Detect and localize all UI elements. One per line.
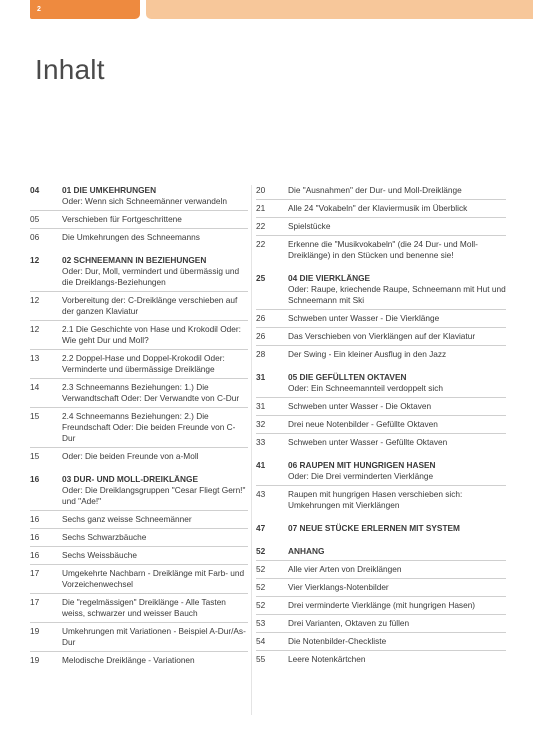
header-bar [0,0,533,19]
toc-chapter-text [288,523,506,534]
toc-page-number: 20 [256,185,266,195]
toc-entry-text: Die "Ausnahmen" der Dur- und Moll-Dreiklänge [288,185,462,195]
toc-entry-text: 2.4 Schneemanns Beziehungen: 2.) Die Freundschaft Oder: Die beiden Freunde von C-Dur [62,411,236,443]
toc-page-number: 21 [256,203,266,213]
toc-left-column [30,185,248,666]
toc-entry[interactable] [256,582,506,593]
toc-entry[interactable] [30,514,248,525]
entry-separator [30,378,248,379]
toc-page-number: 15 [30,411,40,421]
chapter-gap [256,511,506,523]
entry-separator [30,564,248,565]
toc-chapter-text [62,255,248,288]
chapter-gap [256,534,506,546]
toc-entry[interactable] [256,618,506,629]
toc-entry-text: Das Verschieben von Vierklängen auf der Klaviatur [288,331,476,341]
toc-entry[interactable] [256,331,506,342]
toc-page-number: 05 [30,214,40,224]
toc-page-number: 14 [30,382,40,392]
chapter-title: DIE UMKEHRUNGEN [73,185,157,195]
chapter-title: SCHNEEMANN IN BEZIEHUNGEN [73,255,207,265]
toc-entry-text: Die Notenbilder-Checkliste [288,636,387,646]
toc-page-number: 52 [256,546,266,556]
toc-entry[interactable] [30,353,248,375]
toc-chapter[interactable] [256,460,506,482]
toc-page-number: 22 [256,221,266,231]
entry-separator [30,447,248,448]
toc-entry-text: Schweben unter Wasser - Die Oktaven [288,401,432,411]
entry-separator [30,210,248,211]
toc-chapter-text [288,372,506,394]
entry-separator [30,407,248,408]
toc-entry-text: Drei Varianten, Oktaven zu füllen [288,618,410,628]
entry-separator [30,651,248,652]
toc-page-number: 32 [256,419,266,429]
toc-page-number: 52 [256,564,266,574]
toc-entry-text: Leere Notenkärtchen [288,654,366,664]
toc-entry[interactable] [256,221,506,232]
toc-entry-text: Alle vier Arten von Dreiklängen [288,564,402,574]
chapter-title: DIE GEFÜLLTEN OKTAVEN [299,372,407,382]
chapter-subtitle: Oder: Raupe, kriechende Raupe, Schneemann mit Hut und Schneemann mit Ski [288,284,506,305]
toc-page-number: 31 [256,372,266,382]
toc-page-number: 19 [30,655,40,665]
chapter-subtitle: Oder: Wenn sich Schneemänner verwandeln [62,196,227,206]
page-title: Inhalt [35,54,105,85]
toc-entry[interactable] [256,349,506,360]
chapter-title: DIE VIERKLÄNGE [299,273,371,283]
toc-chapter[interactable] [256,372,506,394]
toc-entry-text: Raupen mit hungrigen Hasen verschieben sich: Umkehrungen mit Vierklängen [288,489,463,510]
chapter-subtitle: Oder: Ein Schneemannteil verdoppelt sich [288,383,443,393]
toc-page-number: 53 [256,618,266,628]
toc-entry[interactable] [256,489,506,511]
toc-chapter[interactable] [30,474,248,507]
toc-page-number: 16 [30,514,40,524]
entry-separator [30,320,248,321]
toc-entry[interactable] [256,419,506,430]
toc-page-number: 17 [30,568,40,578]
chapter-gap [30,462,248,474]
toc-entry[interactable] [30,626,248,648]
toc-entry[interactable] [30,655,248,666]
toc-entry-text: Vorbereitung der: C-Dreiklänge verschieben auf der ganzen Klaviatur [62,295,238,316]
toc-entry-text: Oder: Die beiden Freunde von a-Moll [62,451,199,461]
chapter-subtitle: Oder: Dur, Moll, vermindert und übermässig und die Dreiklangs-Beziehungen [62,266,240,287]
toc-entry-text: Umgekehrte Nachbarn - Dreiklänge mit Farb- und Vorzeichenwechsel [62,568,245,589]
toc-chapter-text [62,474,248,507]
toc-entry-text: Sechs ganz weisse Schneemänner [62,514,192,524]
toc-entry-text: Drei neue Notenbilder - Gefüllte Oktaven [288,419,438,429]
chapter-gap [30,243,248,255]
toc-page-number: 12 [30,295,40,305]
toc-page-number: 16 [30,532,40,542]
entry-separator [30,510,248,511]
toc-entry[interactable] [256,185,506,196]
chapter-gap [256,360,506,372]
entry-separator [256,415,506,416]
toc-page-number: 55 [256,654,266,664]
toc-page-number: 17 [30,597,40,607]
toc-entry[interactable] [30,232,248,243]
entry-separator [30,593,248,594]
entry-separator [30,228,248,229]
toc-page-number: 52 [256,600,266,610]
entry-separator [30,291,248,292]
column-divider [251,185,252,715]
toc-entry[interactable] [30,411,248,444]
toc-page-number: 16 [30,474,40,484]
toc-entry-text: Schweben unter Wasser - Gefüllte Oktaven [288,437,448,447]
chapter-subtitle: Oder: Die Drei verminderten Vierklänge [288,471,434,481]
toc-entry-text: 2.2 Doppel-Hase und Doppel-Krokodil Oder: Verminderte und übermässige Dreiklänge [62,353,225,374]
toc-entry-text: Schweben unter Wasser - Die Vierklänge [288,313,440,323]
toc-page-number: 54 [256,636,266,646]
toc-entry[interactable] [256,203,506,214]
toc-chapter-text [288,546,506,557]
toc-chapter[interactable] [30,255,248,288]
chapter-title: DUR- UND MOLL-DREIKLÄNGE [73,474,198,484]
toc-entry[interactable] [30,324,248,346]
toc-page-number: 25 [256,273,266,283]
chapter-gap [256,261,506,273]
toc-entry[interactable] [256,313,506,324]
entry-separator [256,397,506,398]
entry-separator [30,546,248,547]
toc-page-number: 41 [256,460,266,470]
chapter-title: RAUPEN MIT HUNGRIGEN HASEN [299,460,436,470]
entry-separator [30,622,248,623]
toc-page-number: 12 [30,255,40,265]
entry-separator [256,433,506,434]
toc-entry[interactable] [30,532,248,543]
toc-entry[interactable] [256,401,506,412]
chapter-title: NEUE STÜCKE ERLERNEN MIT SYSTEM [299,523,460,533]
entry-separator [256,632,506,633]
toc-page-number: 13 [30,353,40,363]
entry-separator [256,327,506,328]
chapter-subtitle: Oder: Die Dreiklangsgruppen "Cesar Fliegt Gern!" und "Ade!" [62,485,246,506]
entry-separator [256,596,506,597]
entry-separator [256,199,506,200]
chapter-number: 01 [62,185,72,195]
toc-chapter-text [288,273,506,306]
toc-entry[interactable] [30,382,248,404]
toc-page-number: 19 [30,626,40,636]
toc-page-number: 26 [256,313,266,323]
chapter-number: 05 [288,372,298,382]
toc-entry[interactable] [30,568,248,590]
toc-right-column [256,185,506,665]
toc-entry-text: Sechs Schwarzbäuche [62,532,147,542]
toc-entry-text: Melodische Dreiklänge - Variationen [62,655,195,665]
toc-page-number: 04 [30,185,40,195]
chapter-gap [256,448,506,460]
toc-entry-text: Der Swing - Ein kleiner Ausflug in den Jazz [288,349,447,359]
toc-chapter-text [288,460,506,482]
toc-entry[interactable] [30,451,248,462]
toc-page-number: 22 [256,239,266,249]
toc-entry-text: Sechs Weissbäuche [62,550,138,560]
header-tab-accent [30,0,140,19]
toc-chapter[interactable] [30,185,248,207]
toc-entry-text: Umkehrungen mit Variationen - Beispiel A-Dur/As-Dur [62,626,246,647]
toc-entry-text: Spielstücke [288,221,331,231]
toc-entry-text: 2.3 Schneemanns Beziehungen: 1.) Die Verwandtschaft Oder: Der Verwandte von C-Dur [62,382,240,403]
toc-entry-text: Die "regelmässigen" Dreiklänge - Alle Tasten weiss, schwarzer und weisser Bauch [62,597,226,618]
toc-page-number: 15 [30,451,40,461]
toc-chapter[interactable] [256,523,506,534]
entry-separator [256,650,506,651]
toc-entry-text: Die Umkehrungen des Schneemanns [62,232,200,242]
chapter-number: 02 [62,255,72,265]
header-tab-light [146,0,533,19]
entry-separator [30,349,248,350]
entry-separator [256,485,506,486]
toc-page-number: 43 [256,489,266,499]
toc-entry-text: Drei verminderte Vierklänge (mit hungrigen Hasen) [288,600,476,610]
toc-entry[interactable] [30,597,248,619]
toc-entry[interactable] [256,636,506,647]
entry-separator [256,578,506,579]
toc-chapter-text [62,185,248,207]
toc-page-number: 12 [30,324,40,334]
toc-entry[interactable] [30,214,248,225]
toc-chapter[interactable] [256,546,506,557]
toc-page-number: 06 [30,232,40,242]
chapter-number: 03 [62,474,72,484]
chapter-title: ANHANG [288,546,325,556]
entry-separator [256,614,506,615]
toc-page-number: 26 [256,331,266,341]
entry-separator [256,560,506,561]
toc-entry[interactable] [256,654,506,665]
toc-entry-text: 2.1 Die Geschichte von Hase und Krokodil Oder: Wie geht Dur und Moll? [62,324,241,345]
entry-separator [256,217,506,218]
toc-chapter[interactable] [256,273,506,306]
toc-entry[interactable] [256,437,506,448]
toc-entry[interactable] [30,550,248,561]
toc-entry[interactable] [256,564,506,575]
toc-entry-text: Erkenne die "Musikvokabeln" (die 24 Dur- und Moll-Dreiklänge) in den Stücken und benenne sie! [288,239,478,260]
toc-entry[interactable] [256,600,506,611]
entry-separator [30,528,248,529]
toc-entry[interactable] [30,295,248,317]
entry-separator [256,345,506,346]
chapter-number: 07 [288,523,298,533]
toc-page-number: 28 [256,349,266,359]
toc-entry-text: Alle 24 "Vokabeln" der Klaviermusik im Überblick [288,203,468,213]
toc-entry-text: Vier Vierklangs-Notenbilder [288,582,389,592]
chapter-number: 06 [288,460,298,470]
toc-page-number: 33 [256,437,266,447]
toc-page-number: 47 [256,523,266,533]
toc-page-number: 31 [256,401,266,411]
page-number: 2 [37,6,41,13]
toc-entry-text: Verschieben für Fortgeschrittene [62,214,182,224]
entry-separator [256,235,506,236]
toc-page-number: 16 [30,550,40,560]
toc-entry[interactable] [256,239,506,261]
toc-page-number: 52 [256,582,266,592]
entry-separator [256,309,506,310]
chapter-number: 04 [288,273,298,283]
